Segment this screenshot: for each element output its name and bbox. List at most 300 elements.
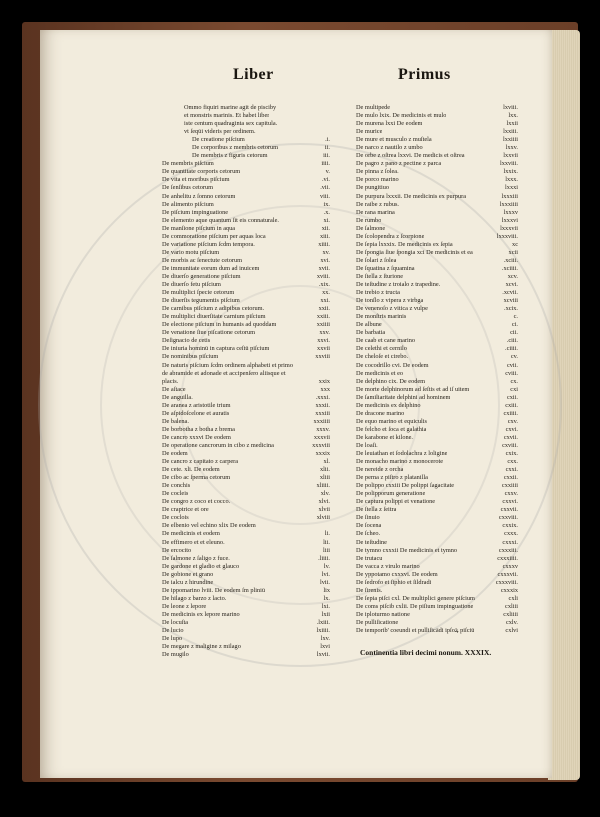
toc-entry bbox=[356, 193, 518, 201]
toc-entry bbox=[162, 378, 330, 386]
toc-entry-number: cxviii. bbox=[502, 441, 518, 449]
toc-entry-title: De pinna z ſolea. bbox=[356, 168, 399, 176]
toc-entry-title: De locuſta bbox=[162, 619, 189, 626]
toc-entry bbox=[162, 490, 330, 498]
toc-entry bbox=[162, 563, 330, 571]
toc-entry-number: xvii. bbox=[318, 264, 330, 272]
toc-entry bbox=[356, 313, 518, 321]
toc-entry-number: lx. bbox=[323, 594, 330, 602]
toc-entry-number: cxix. bbox=[505, 450, 518, 458]
toc-entry-title: De elbenio vel echino xlix De eodem bbox=[162, 522, 256, 530]
toc-entry-number: ci. bbox=[511, 321, 518, 329]
toc-entry-number: lxvii. bbox=[316, 651, 330, 659]
toc-entry-number: lxx. bbox=[508, 112, 518, 120]
toc-entry bbox=[162, 168, 330, 176]
toc-entry-number: xliiii. bbox=[316, 482, 330, 490]
toc-entry-title: De rumbo bbox=[356, 216, 382, 224]
toc-entry-title: placis. bbox=[162, 377, 179, 385]
toc-entry-title: De conchis bbox=[162, 482, 191, 490]
toc-entry-number: xl. bbox=[323, 458, 330, 466]
toc-entry-number: xxv. bbox=[319, 329, 330, 337]
toc-entry bbox=[162, 257, 330, 265]
running-head-right: Primus bbox=[398, 66, 451, 83]
toc-entry-number: lxii bbox=[321, 610, 330, 618]
toc-entry-number: xxviii bbox=[315, 353, 330, 361]
toc-entry-title: De iniuria hominū in captura ceſtū piſcium bbox=[162, 345, 270, 353]
toc-entry-number: cxxiiii bbox=[501, 482, 518, 490]
toc-entry-number: xxvii bbox=[317, 345, 330, 353]
toc-entry-title: De ſtella z ſturione bbox=[356, 272, 404, 280]
toc-entry bbox=[356, 249, 518, 257]
toc-entry bbox=[356, 418, 518, 426]
toc-entry bbox=[356, 571, 518, 579]
toc-entry-number: lxxviii. bbox=[499, 160, 518, 168]
toc-entry-number bbox=[326, 370, 330, 378]
toc-entry bbox=[356, 611, 518, 619]
toc-entry-number: xi. bbox=[323, 216, 330, 224]
toc-entry-number bbox=[326, 104, 330, 112]
toc-entry-title: De temporib' coeundi et pulliſicādi ipſoꝝ piſciū bbox=[356, 627, 475, 635]
toc-entry-title: De aranea z aristotile trium bbox=[162, 401, 231, 409]
toc-entry bbox=[162, 603, 330, 611]
toc-entry-title: De delphino cix. De eodem bbox=[356, 377, 426, 385]
toc-entry-number: lxxxvii bbox=[500, 224, 518, 232]
toc-entry bbox=[356, 184, 518, 192]
toc-entry bbox=[162, 627, 330, 635]
toc-entry-title: De venenoſo z vitica z vulpe bbox=[356, 305, 428, 313]
toc-entry bbox=[356, 370, 518, 378]
toc-entry-title: De anhelitu z ſomno cetorum bbox=[162, 192, 236, 200]
toc-entry bbox=[162, 370, 330, 378]
toc-entry-number: xlii. bbox=[320, 466, 330, 474]
toc-entry-number: cxxii. bbox=[503, 474, 518, 482]
toc-entry bbox=[162, 514, 330, 522]
toc-entry-number: cxxxiii. bbox=[498, 546, 518, 554]
toc-entry bbox=[162, 579, 330, 587]
toc-entry bbox=[356, 225, 518, 233]
toc-entry-title: De immunitate eorum dum ad inuicem bbox=[162, 264, 260, 272]
toc-entry-title: De megare z maligine z milago bbox=[162, 643, 241, 651]
toc-entry-number: xxiiii bbox=[316, 321, 330, 329]
toc-entry-number: lxxxviii. bbox=[496, 232, 518, 240]
toc-entry bbox=[356, 281, 518, 289]
toc-entry bbox=[162, 176, 330, 184]
toc-entry bbox=[356, 201, 518, 209]
toc-entry bbox=[356, 530, 518, 538]
toc-entry-number: .ciii. bbox=[506, 337, 518, 345]
toc-entry-title: De morbis ac ſenectute cetorum bbox=[162, 256, 243, 264]
toc-entry-number: cxiii. bbox=[505, 401, 518, 409]
toc-entry-number: viii. bbox=[320, 192, 330, 200]
toc-entry bbox=[356, 410, 518, 418]
toc-entry-number: lxxxvi bbox=[501, 216, 518, 224]
toc-entry-number bbox=[326, 112, 330, 120]
toc-entry-title: De teſtudine z troialo z trapedine. bbox=[356, 281, 441, 289]
toc-entry bbox=[162, 136, 330, 144]
toc-entry-number: lix bbox=[323, 586, 330, 594]
toc-entry-number: iiii. bbox=[321, 160, 330, 168]
toc-entry-number: li. bbox=[324, 530, 330, 538]
toc-entry-title: De ſcheo. bbox=[356, 530, 381, 538]
toc-entry-title: De cocleis bbox=[162, 490, 189, 498]
running-head-left: Liber bbox=[233, 66, 274, 83]
toc-entry-title: De membris piſcium bbox=[162, 160, 214, 168]
toc-entry bbox=[162, 482, 330, 490]
toc-entry-title: De monacho marino z monocerote bbox=[356, 458, 444, 466]
toc-entry-title: De gobione et grano bbox=[162, 570, 214, 578]
toc-entry bbox=[356, 506, 518, 514]
toc-entry-title: de abramide et adonade et accipenſero aliisque et bbox=[162, 369, 286, 377]
toc-entry bbox=[162, 329, 330, 337]
toc-entry-title: De ſcolopendra z ſcorpione bbox=[356, 232, 425, 240]
toc-entry-number: .x. bbox=[323, 208, 330, 216]
toc-entry-title: De multipede bbox=[356, 104, 391, 111]
toc-entry-number: cxxix. bbox=[502, 522, 518, 530]
toc-entry-number: xiiii. bbox=[318, 240, 330, 248]
toc-entry-title: De ſolari z ſolea bbox=[356, 256, 397, 264]
toc-entry bbox=[162, 353, 330, 361]
toc-entry bbox=[356, 104, 518, 112]
toc-entry-title: De pulliſicatione bbox=[356, 619, 399, 626]
toc-entry bbox=[162, 104, 330, 112]
toc-entry-title: De tymno cxxxii De medicinis et tymno bbox=[356, 546, 458, 554]
toc-entry-number bbox=[326, 128, 330, 136]
toc-entry-title: De murice bbox=[356, 128, 383, 136]
toc-entry bbox=[356, 539, 518, 547]
toc-entry-number: cxx. bbox=[507, 458, 518, 466]
toc-entry-number: lxxii bbox=[506, 120, 518, 128]
toc-entry bbox=[356, 595, 518, 603]
toc-entry-title: De dracone marino bbox=[356, 409, 405, 417]
toc-entry-title: De ſedrofo et ſiphio et ſildradi bbox=[356, 578, 432, 586]
toc-entry-number: lii. bbox=[323, 538, 330, 546]
toc-entry-number: xxvi. bbox=[317, 337, 330, 345]
toc-entry-number: cxxxi. bbox=[502, 538, 518, 546]
toc-entry-title: De polipporum generatione bbox=[356, 490, 426, 498]
toc-entry-title: De lucio bbox=[162, 627, 184, 635]
toc-entry-number: xii. bbox=[321, 224, 330, 232]
toc-entry-title: De ſinuio bbox=[356, 514, 380, 522]
toc-entry bbox=[356, 120, 518, 128]
toc-entry-number: lxvi bbox=[320, 643, 330, 651]
toc-entry-number: cii. bbox=[510, 329, 518, 337]
toc-entry bbox=[356, 514, 518, 522]
toc-entry-title: De ſepia lxxxix. De medicinis ex ſepia bbox=[356, 240, 453, 248]
toc-entry-title: De vacca z virulo marino bbox=[356, 562, 420, 570]
toc-entry-number: xxxvii bbox=[313, 433, 330, 441]
closing-line: Continentia libri decimi nonum. XXXIX. bbox=[360, 648, 492, 657]
toc-entry bbox=[356, 579, 518, 587]
toc-entry-title: De leone z lepore bbox=[162, 602, 207, 610]
toc-entry-number: xc bbox=[512, 240, 518, 248]
toc-entry bbox=[162, 611, 330, 619]
toc-entry-number: .xix. bbox=[318, 281, 330, 289]
table-of-contents-left-column bbox=[162, 104, 330, 659]
toc-entry-number: ix. bbox=[323, 200, 330, 208]
toc-entry bbox=[162, 547, 330, 555]
toc-entry-title: De medicinis et eo bbox=[356, 369, 404, 377]
toc-entry-title: De mugilo bbox=[162, 651, 189, 659]
toc-entry bbox=[356, 555, 518, 563]
toc-entry-number: lxxv. bbox=[505, 144, 518, 152]
toc-entry bbox=[162, 184, 330, 192]
toc-entry-number: cxxx. bbox=[504, 530, 518, 538]
toc-entry-number: .xcvii. bbox=[502, 289, 518, 297]
toc-entry bbox=[162, 128, 330, 136]
toc-entry bbox=[356, 305, 518, 313]
toc-entry bbox=[356, 386, 518, 394]
toc-entry-number: v. bbox=[325, 168, 330, 176]
toc-entry bbox=[162, 643, 330, 651]
toc-entry-title: De trutacu bbox=[356, 554, 383, 562]
toc-entry-title: De ialcu z hirundine bbox=[162, 578, 214, 586]
toc-entry-title: De ſirenis. bbox=[356, 586, 383, 594]
toc-entry bbox=[356, 128, 518, 136]
toc-entry-title: De iploturmo natione bbox=[356, 610, 410, 618]
toc-entry bbox=[356, 321, 518, 329]
toc-entry-number: cxv. bbox=[507, 417, 518, 425]
toc-entry-number: .i. bbox=[325, 136, 330, 144]
toc-entry-title: De pagro z pano z pectine z parca bbox=[356, 160, 442, 168]
toc-entry bbox=[356, 547, 518, 555]
toc-entry bbox=[162, 313, 330, 321]
toc-entry-title: De ſtella z ſeitra bbox=[356, 506, 397, 514]
toc-entry bbox=[162, 321, 330, 329]
toc-entry bbox=[356, 353, 518, 361]
toc-entry-number: lxv. bbox=[320, 635, 330, 643]
toc-entry-number: xxii. bbox=[318, 305, 330, 313]
toc-entry-title: De orbe z oſtrea lxxvi. De medicis et oſtrea bbox=[356, 152, 465, 160]
toc-entry bbox=[356, 627, 518, 635]
toc-entry-number: xliii bbox=[319, 474, 330, 482]
toc-entry bbox=[356, 112, 518, 120]
toc-entry bbox=[162, 144, 330, 152]
toc-entry-number: liii bbox=[323, 546, 330, 554]
toc-entry-title: De borbotha z botha z brema bbox=[162, 425, 235, 433]
toc-entry bbox=[162, 498, 330, 506]
toc-entry-number: xiii. bbox=[320, 232, 330, 240]
toc-entry bbox=[162, 241, 330, 249]
toc-entry-number: lv. bbox=[323, 562, 330, 570]
toc-entry-title: De cancro z capitato z carpera bbox=[162, 458, 239, 466]
toc-entry bbox=[162, 120, 330, 128]
toc-entry-number: ii. bbox=[324, 144, 330, 152]
toc-entry-number: .vii. bbox=[320, 184, 330, 192]
toc-entry bbox=[356, 474, 518, 482]
toc-entry bbox=[162, 225, 330, 233]
toc-entry-number: cxi bbox=[510, 385, 518, 393]
toc-entry bbox=[356, 144, 518, 152]
toc-entry-number: xv. bbox=[322, 248, 330, 256]
toc-entry bbox=[356, 458, 518, 466]
toc-entry-title: De corporibus z membris cetorum bbox=[192, 144, 279, 152]
toc-entry-title: De cancro xxxvi De eodem bbox=[162, 433, 231, 441]
toc-entry-number: lxxxiii bbox=[501, 192, 518, 200]
toc-entry bbox=[162, 402, 330, 410]
toc-entry-title: De felcho et ſoca et galathia bbox=[356, 425, 427, 433]
toc-entry bbox=[356, 152, 518, 160]
toc-entry-title: De vita et moribus piſcium bbox=[162, 176, 230, 184]
toc-entry-title: iste centum quadraginta sex capitula. bbox=[184, 120, 278, 128]
toc-entry-title: De venatione ſiue piſcatione cetorum bbox=[162, 329, 256, 337]
toc-entry bbox=[162, 619, 330, 627]
toc-entry-title: De lupo bbox=[162, 635, 183, 643]
toc-entry-number: cxxxviii. bbox=[495, 578, 518, 586]
toc-entry bbox=[162, 474, 330, 482]
toc-entry-title: De karabone et kilone. bbox=[356, 433, 413, 441]
toc-entry bbox=[356, 209, 518, 217]
toc-entry-number: xxiii. bbox=[316, 313, 330, 321]
toc-entry bbox=[356, 587, 518, 595]
toc-entry-title: De operatione cancrorum in cibo z medicina bbox=[162, 441, 274, 449]
toc-entry-title: De hilago z barzo z lacto. bbox=[162, 594, 227, 602]
toc-entry bbox=[162, 571, 330, 579]
toc-entry-number: lvii. bbox=[320, 578, 330, 586]
table-of-contents-right-column bbox=[356, 104, 518, 635]
toc-entry bbox=[162, 112, 330, 120]
toc-entry-title: De murena lxxi De eodem bbox=[356, 120, 423, 128]
toc-entry-number: .xcix. bbox=[504, 305, 518, 313]
toc-entry-title: De coms piſcib cxlii. De piſium impinguatione bbox=[356, 602, 474, 610]
toc-entry-title: De aſtace bbox=[162, 385, 186, 393]
toc-entry-number: cxii. bbox=[506, 393, 518, 401]
toc-entry-title: De carnibus piſcium z adipibus cetorum. bbox=[162, 305, 265, 313]
toc-entry-number: cxxvii. bbox=[500, 506, 518, 514]
toc-entry-title: De craptrice et ore bbox=[162, 506, 209, 514]
toc-entry bbox=[162, 426, 330, 434]
toc-entry-number: xlvii bbox=[318, 506, 330, 514]
toc-entry-title: De ippomarino lviii. De eodem ſm pliniū bbox=[162, 586, 266, 594]
toc-entry bbox=[356, 442, 518, 450]
toc-entry-title: De cibo ac ſperma cetorum bbox=[162, 474, 231, 482]
toc-entry bbox=[162, 305, 330, 313]
toc-entry bbox=[162, 289, 330, 297]
toc-entry-number: cxiiii. bbox=[503, 409, 518, 417]
toc-entry bbox=[356, 490, 518, 498]
toc-entry bbox=[162, 386, 330, 394]
toc-entry bbox=[162, 394, 330, 402]
toc-entry-title: De perna z piſtro z platanilla bbox=[356, 474, 428, 482]
toc-entry-title: De ſalmone z ſaligo z fuce. bbox=[162, 554, 230, 562]
toc-entry-number: lxi. bbox=[321, 602, 330, 610]
toc-entry-number: .liiii. bbox=[318, 554, 330, 562]
toc-entry bbox=[162, 466, 330, 474]
toc-entry-number: lxxxv bbox=[503, 208, 518, 216]
toc-entry bbox=[162, 249, 330, 257]
toc-entry-title: De manſione piſcium in aqua bbox=[162, 224, 236, 232]
toc-entry bbox=[356, 217, 518, 225]
toc-entry-title: De eodem bbox=[162, 450, 188, 458]
toc-entry-title: De ſocena bbox=[356, 522, 382, 530]
toc-entry-number: iii. bbox=[323, 152, 330, 160]
toc-entry-number: xxxiiii bbox=[313, 417, 330, 425]
toc-entry-title: De nominibus piſcium bbox=[162, 353, 219, 361]
toc-entry bbox=[356, 168, 518, 176]
toc-entry bbox=[356, 160, 518, 168]
toc-entry-number: cxliii bbox=[505, 602, 518, 610]
toc-entry-title: De raibe z rubus. bbox=[356, 200, 400, 208]
toc-entry-title: De ercocito bbox=[162, 546, 192, 554]
page-edges bbox=[548, 30, 580, 780]
toc-entry-number: cxxi. bbox=[505, 466, 518, 474]
toc-entry bbox=[162, 337, 330, 345]
toc-entry-number: xxi. bbox=[320, 297, 330, 305]
toc-entry bbox=[162, 152, 330, 160]
toc-entry-number: lxxxi bbox=[505, 184, 518, 192]
toc-entry-title: De medicinis et eodem bbox=[162, 530, 220, 538]
toc-entry-title: De pungitiuo bbox=[356, 184, 390, 192]
toc-entry bbox=[356, 297, 518, 305]
toc-entry-number: cvii. bbox=[506, 361, 518, 369]
toc-entry-title: De alimento piſcium bbox=[162, 200, 214, 208]
toc-entry-number bbox=[326, 362, 330, 370]
toc-entry bbox=[162, 434, 330, 442]
toc-entry-number: xxxv. bbox=[316, 425, 330, 433]
toc-entry-number: .ciiii. bbox=[505, 345, 518, 353]
toc-entry bbox=[162, 555, 330, 563]
toc-entry bbox=[356, 337, 518, 345]
toc-entry-number: xcii bbox=[508, 248, 518, 256]
toc-entry-title: De captura polippi et venatione bbox=[356, 498, 436, 506]
toc-entry-title: De rana marina bbox=[356, 208, 395, 216]
toc-entry bbox=[356, 241, 518, 249]
toc-entry-number: xvi. bbox=[320, 256, 330, 264]
toc-entry-title: De ſpongia ſiue ſpongia xci De medicinis et ea bbox=[356, 248, 473, 256]
toc-entry-title: De multiplici diuerſitate carnium piſcium bbox=[162, 313, 266, 321]
toc-entry-number: xlv. bbox=[320, 490, 330, 498]
toc-entry-number: xxix bbox=[318, 377, 330, 385]
toc-entry-title: De barbatia bbox=[356, 329, 386, 337]
toc-entry-title: De naturis piſcium ſcdm ordinem alphabeti et primo bbox=[162, 361, 293, 369]
toc-entry-number bbox=[326, 522, 330, 530]
toc-entry-number: c. bbox=[513, 313, 518, 321]
toc-entry-title: De mulo lxix. De medicinis et mulo bbox=[356, 112, 447, 120]
toc-entry-title: De vario motu piſcium bbox=[162, 248, 220, 256]
toc-entry-number: cxvi. bbox=[505, 425, 518, 433]
toc-entry bbox=[162, 539, 330, 547]
toc-entry bbox=[356, 434, 518, 442]
toc-entry-title: De ſenſibus cetorum bbox=[162, 184, 214, 192]
toc-entry-number: lxviii. bbox=[503, 104, 518, 111]
toc-entry-number: cx. bbox=[510, 377, 518, 385]
toc-entry-title: De caab et cane marino bbox=[356, 337, 416, 345]
toc-entry-title: De porco marino bbox=[356, 176, 399, 184]
toc-entry-title: De narco z nautilo z umbo bbox=[356, 144, 423, 152]
toc-entry-number: xxx bbox=[320, 385, 330, 393]
toc-entry-title: De cocodrillo cvi. De eodem bbox=[356, 361, 429, 369]
toc-entry-title: De yppotamo cxxxvi. De eodem bbox=[356, 570, 438, 578]
toc-entry-number: cxxxiiii. bbox=[497, 554, 518, 562]
toc-entry bbox=[162, 201, 330, 209]
toc-entry-number: xcv. bbox=[507, 272, 518, 280]
toc-entry-title: De quantitate corporis cetorum bbox=[162, 168, 241, 176]
toc-entry-title: De polippo cxxiii De polippi ſagacitate bbox=[356, 482, 455, 490]
toc-entry-number: cxlvi bbox=[505, 627, 518, 635]
toc-entry-number bbox=[326, 120, 330, 128]
toc-entry-title: De elemento aque quantum ſit eis connaturale. bbox=[162, 216, 279, 224]
toc-entry bbox=[356, 362, 518, 370]
toc-entry-number: .xxxi. bbox=[315, 393, 330, 401]
toc-entry-number: cxxxix bbox=[500, 586, 518, 594]
toc-entry bbox=[162, 209, 330, 217]
toc-entry bbox=[162, 217, 330, 225]
toc-entry bbox=[162, 506, 330, 514]
toc-entry-title: De effimero et et eleuno. bbox=[162, 538, 225, 546]
toc-entry bbox=[356, 563, 518, 571]
toc-entry-number: cv. bbox=[510, 353, 518, 361]
toc-entry bbox=[356, 498, 518, 506]
toc-entry-number: xxxiii bbox=[315, 409, 330, 417]
